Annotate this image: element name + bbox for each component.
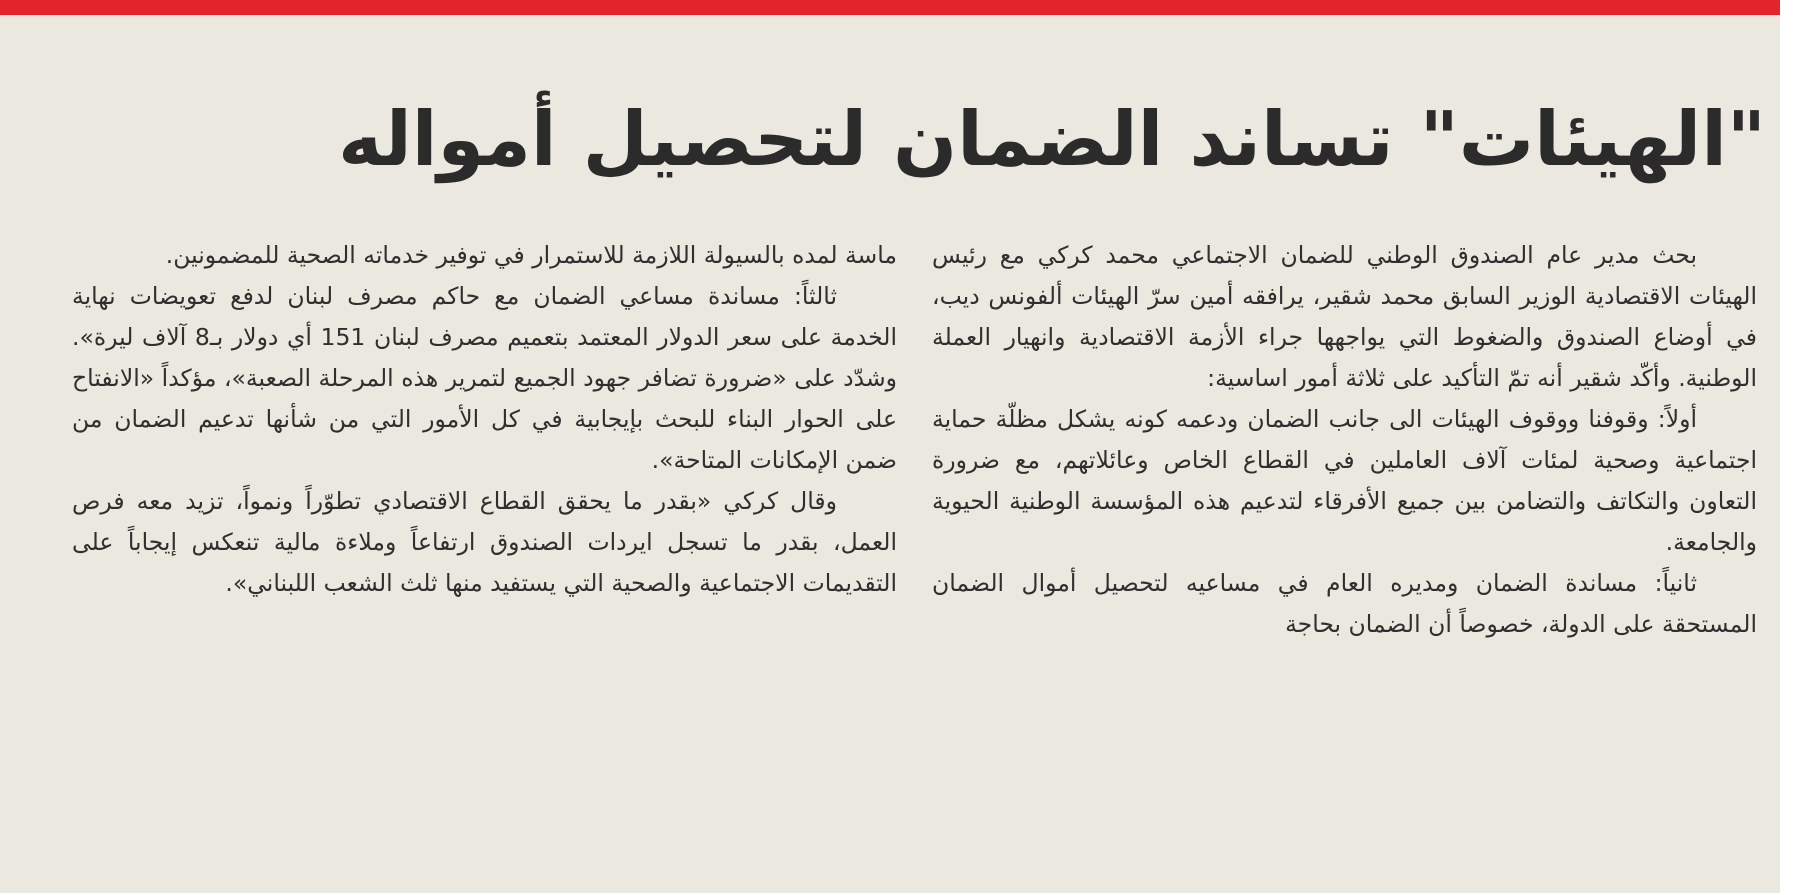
article-headline: "الهيئات" تساند الضمان لتحصيل أمواله (338, 95, 1766, 183)
article-column-left (72, 235, 897, 604)
top-accent-bar (0, 0, 1780, 15)
paragraph: أولاً: وقوفنا ووقوف الهيئات الى جانب الضمان ودعمه كونه يشكل مظلّة حماية اجتماعية وصحية لمئات آلاف العاملين في القطاع الخاص وعائلاتهم، مع ضرورة التعاون والتكاتف والتضامن بين جميع الأفرقاء لتدعيم هذه المؤسسة الوطنية الحيوية والجامعة. (932, 405, 1757, 556)
paragraph: ثالثاً: مساندة مساعي الضمان مع حاكم مصرف لبنان لدفع تعويضات نهاية الخدمة على سعر الدولار المعتمد بتعميم مصرف لبنان 151 أي دولار بـ8 آلاف ليرة». وشدّد على «ضرورة تضافر جهود الجميع لتمرير هذه المرحلة الصعبة»، مؤكداً «الانفتاح على الحوار البناء للبحث بإيجابية في كل الأمور التي من شأنها تدعيم الضمان من ضمن الإمكانات المتاحة». (72, 282, 897, 474)
paragraph: ثانياً: مساندة الضمان ومديره العام في مساعيه لتحصيل أموال الضمان المستحقة على الدولة، خصوصاً أن الضمان بحاجة (932, 569, 1757, 638)
article-column-right (932, 235, 1757, 645)
paragraph: ماسة لمده بالسيولة اللازمة للاستمرار في توفير خدماته الصحية للمضمونين. (165, 241, 897, 269)
paragraph: وقال كركي «بقدر ما يحقق القطاع الاقتصادي تطوّراً ونمواً، تزيد معه فرص العمل، بقدر ما تسجل ايردات الصندوق ارتفاعاً وملاءة مالية تنعكس إيجاباً على التقديمات الاجتماعية والصحية التي يستفيد منها ثلث الشعب اللبناني». (72, 487, 897, 597)
paragraph: بحث مدير عام الصندوق الوطني للضمان الاجتماعي محمد كركي مع رئيس الهيئات الاقتصادية الوزير السابق محمد شقير، يرافقه أمين سرّ الهيئات ألفونس ديب، في أوضاع الصندوق والضغوط التي يواجهها جراء الأزمة الاقتصادية وانهيار العملة الوطنية. وأكّد شقير أنه تمّ التأكيد على ثلاثة أمور اساسية: (932, 241, 1757, 392)
